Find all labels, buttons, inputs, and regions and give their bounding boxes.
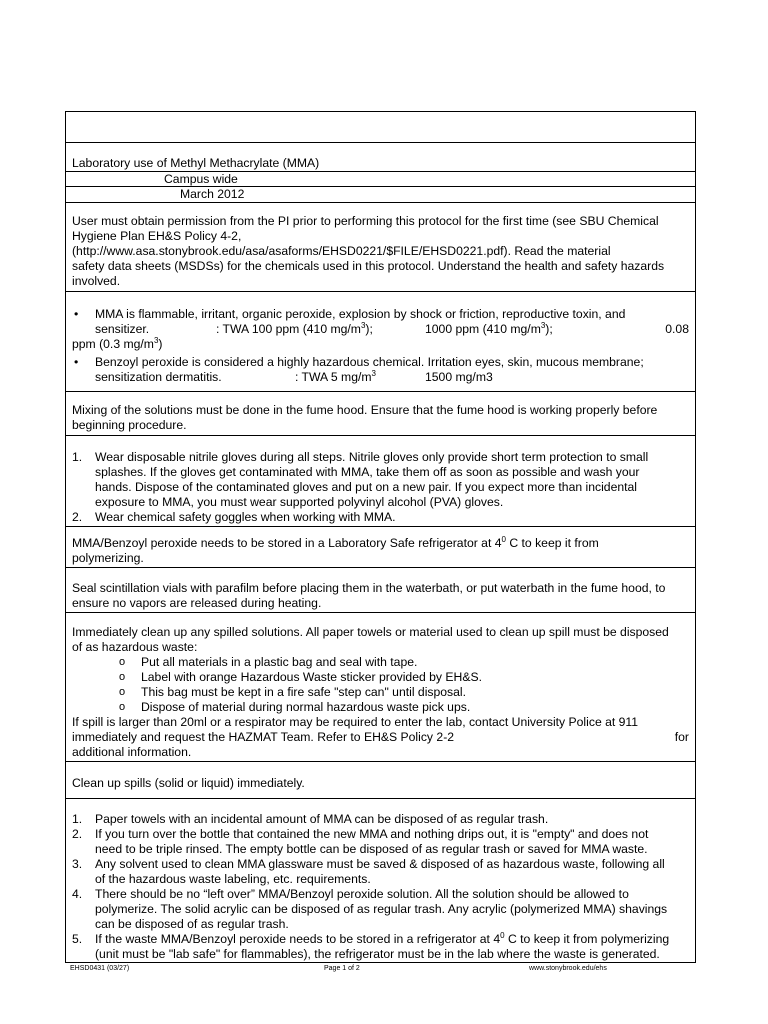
spill-step-item: o Label with orange Hazardous Waste sticker provided by EH&S. [119,670,689,685]
storage-section [66,527,695,568]
waste-item: 4. There should be no “left over” MMA/Benzoyl peroxide solution. All the solution should be allowed to polymerize. The solid acrylic can be disposed of as regular trash. Any acrylic (polymerized MMA) shavings can be disposed of as regular trash. [72,887,689,932]
bp-twa: : TWA 5 $mg/m^3$ [295,368,376,384]
date-row [66,187,695,203]
mma-exposure-line [95,322,689,337]
spill-step-item: o This bag must be kept in a fire safe "step can" until disposal. [119,685,689,700]
fume-hood-line: beginning procedure. [72,418,187,432]
permission-line: safety data sheets (MSDSs) for the chemicals used in this protocol. Understand the health and safety hazards [72,259,665,273]
waste-item: 3. Any solvent used to clean MMA glassware must be saved & disposed of as hazardous waste, following all of the hazardous waste labeling, etc. requirements. [72,857,689,887]
mma-sensitizer: sensitizer. [95,322,150,336]
page-title: Laboratory use of Methyl Methacrylate (MMA) [72,156,320,170]
waste-item-line: of the hazardous waste labeling, etc. requirements. [95,872,371,886]
permission-line: User must obtain permission from the PI prior to performing this protocol for the first time (see SBU Chemical [72,214,659,228]
permission-line: involved. [72,274,121,288]
spill-step-item: o Put all materials in a plastic bag and seal with tape. [119,655,689,670]
footer-page-number: Page 1 of 2 [324,965,360,972]
mma-hazard-line: • MMA is flammable, irritant, organic peroxide, explosion by shock or friction, reproductive toxin, and [95,307,626,321]
waste-section [66,799,695,962]
cleanup-line: Clean up spills (solid or liquid) immediately. [72,776,305,790]
mma-stel: 1000 ppm (410 $mg/m^3$); [425,320,553,336]
waste-item-line: Any solvent used to clean MMA glassware must be saved & disposed of as hazardous waste, following all [95,857,665,871]
waste-item-line: can be disposed of as regular trash. [95,917,289,931]
waste-item-line: polymerize. The solid acrylic can be disposed of as regular trash. Any acrylic (polymerized MMA) shavings [95,902,668,916]
permission-line: Hygiene Plan EH&S Policy 4-2, [72,229,242,243]
ppe-item-line: exposure to MMA, you must wear supported polyvinyl alcohol (PVA) gloves. [95,495,504,509]
heating-line: Seal scintillation vials with parafilm before placing them in the waterbath, or put waterbath in the fume hood, to [72,581,666,595]
ppe-section [66,436,695,527]
ppe-item: 1. Wear disposable nitrile gloves during all steps. Nitrile gloves only provide short term protection to small splashes. If the gloves get contaminated with MMA, take them off as soon as possible and wash your hands. Dispose of the contaminated gloves and put on a new pair. If you expect more than incidental exposure to MMA, you must wear supported polyvinyl alcohol (PVA) gloves. [72,450,689,510]
waste-item: 1. Paper towels with an incidental amount of MMA can be disposed of as regular trash. [72,812,689,827]
footer-form-id: EHSD0431 (03/27) [70,965,130,972]
header-title-row [66,143,695,172]
heating-section [66,568,695,613]
spill-line: If spill is larger than 20ml or a respirator may be required to enter the lab, contact University Police at 911 [72,715,639,729]
mma-ppm-line: ppm (0.3 $mg/m^3$) [72,335,163,351]
spill-step-item: o Dispose of material during normal hazardous waste pick ups. [119,700,689,715]
ppe-item-line: hands. Dispose of the contaminated gloves and put on a new pair. If you expect more than incidental [95,480,638,494]
bp-stel: 1500 mg/m3 [425,370,493,384]
fume-hood-section [66,392,695,436]
mma-hazard-item [72,307,689,352]
hazards-section [66,292,695,392]
storage-line: polymerizing. [72,551,144,565]
location-text: Campus wide [164,172,238,186]
bp-dermatitis: sensitization dermatitis. [95,370,222,384]
spill-line: additional information. [72,745,192,759]
bp-hazard-item [72,355,689,385]
spill-line: of as hazardous waste: [72,640,198,654]
mma-twa: : TWA 100 ppm (410 $mg/m^3$); [216,320,373,336]
spill-section [66,613,695,762]
mma-idlh: 0.08 [665,322,689,336]
waste-item: 2. If you turn over the bottle that contained the new MMA and nothing drips out, it is "empty" and does not need to be triple rinsed. The empty bottle can be disposed of as regular trash or saved for MMA waste. [72,827,689,857]
spill-policy-line: immediately and request the HAZMAT Team. Refer to EH&S Policy 2-2 for [72,730,689,744]
heating-line: ensure no vapors are released during heating. [72,596,322,610]
storage-line: MMA/Benzoyl peroxide needs to be stored in a Laboratory Safe refrigerator at $4^0$ C to keep it from [72,534,599,550]
ppe-item-line: Wear disposable nitrile gloves during all steps. Nitrile gloves only provide short term protection to small [95,450,649,464]
title-row [66,112,695,143]
ppe-item-line: splashes. If the gloves get contaminated with MMA, take them off as soon as possible and wash your [95,465,640,479]
waste-item-line: If you turn over the bottle that contained the new MMA and nothing drips out, it is "empty" and does not [95,827,649,841]
bp-exposure-line [95,370,689,385]
waste-item: 5. If the waste MMA/Benzoyl peroxide needs to be stored in a refrigerator at $4^0$ C to keep it from polymerizing (unit must be "lab safe" for flammables), the refrigerator must be in the lab where the waste is generated. [72,930,670,961]
protocol-table [65,111,696,963]
waste-item-line: Paper towels with an incidental amount of MMA can be disposed of as regular trash. [95,812,549,826]
spill-line: Immediately clean up any spilled solutions. All paper towels or material used to clean up spill must be disposed [72,625,669,639]
fume-hood-line: Mixing of the solutions must be done in the fume hood. Ensure that the fume hood is working properly before [72,403,658,417]
footer-url: www.stonybrook.edu/ehs [529,965,607,972]
location-row [66,172,695,187]
permission-link-line: (http://www.asa.stonybrook.edu/asa/asaforms/EHSD0221/$FILE/EHSD0221.pdf). Read the material [72,244,611,258]
date-text: March 2012 [180,187,245,201]
permission-section [66,203,695,292]
cleanup-section [66,762,695,799]
waste-item-line: need to be triple rinsed. The empty bottle can be disposed of as regular trash or saved for MMA waste. [95,842,648,856]
waste-item-line: There should be no “left over” MMA/Benzoyl peroxide solution. All the solution should be allowed to [95,887,629,901]
ppe-item-line: Wear chemical safety goggles when working with MMA. [95,510,396,524]
bp-hazard-line: • Benzoyl peroxide is considered a highly hazardous chemical. Irritation eyes, skin, mucous membrane; [95,355,644,369]
ppe-item: 2. Wear chemical safety goggles when working with MMA. [72,510,689,525]
